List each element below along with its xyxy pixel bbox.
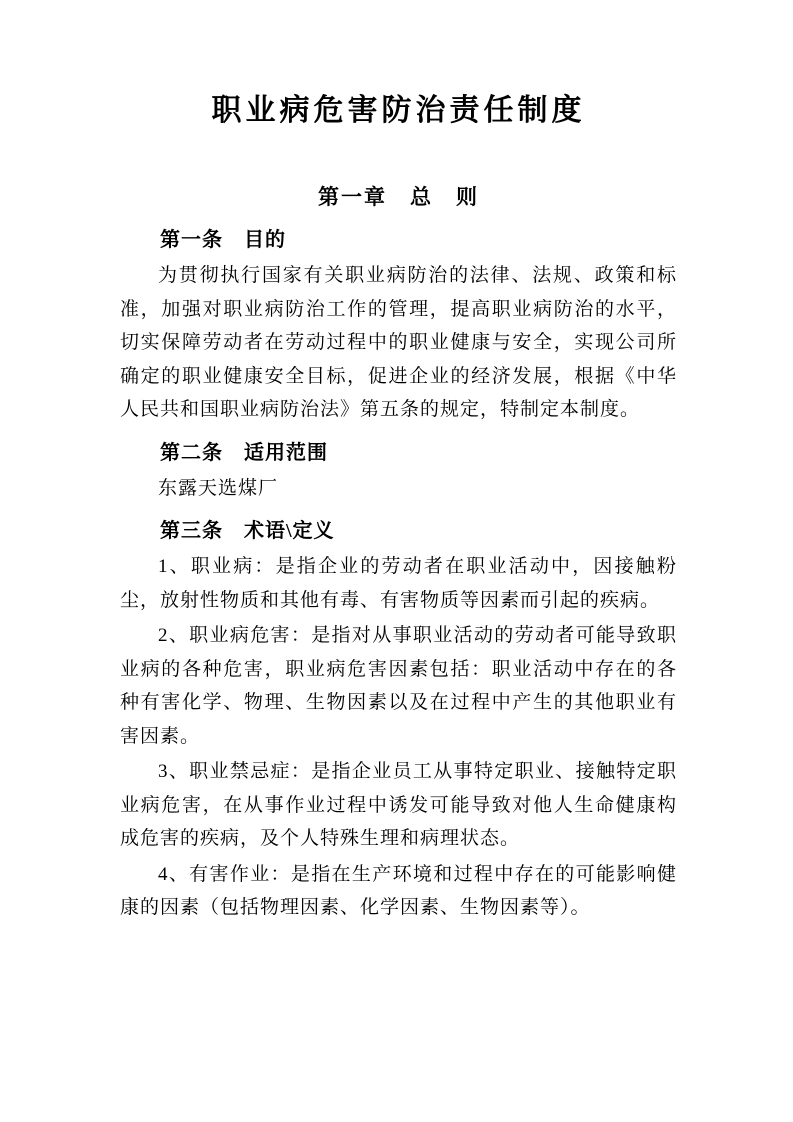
article-2-paragraph: 东露天选煤厂 bbox=[158, 477, 279, 499]
term-item-2: 2、职业病危害：是指对从事职业活动的劳动者可能导致职业病的各种危害，职业病危害因素包括：职业活动中存在的各种有害化学、物理、生物因素以及在过程中产生的其他职业有害因素。 bbox=[120, 625, 677, 747]
article-1-paragraph: 为贯彻执行国家有关职业病防治的法律、法规、政策和标准，加强对职业病防治工作的管理，提高职业病防治的水平，切实保障劳动者在劳动过程中的职业健康与安全，实现公司所确定的职业健康安全目标，促进企业的经济发展，根据《中华人民共和国职业病防治法》第五条的规定，特制定本制度。 bbox=[120, 265, 677, 420]
article-3-heading: 第三条 术语\定义 bbox=[160, 520, 335, 542]
article-2-heading: 第二条 适用范围 bbox=[160, 441, 328, 464]
article-1-heading: 第一条 目的 bbox=[160, 229, 286, 251]
document-title: 职业病危害防治责任制度 bbox=[211, 94, 586, 127]
term-item-1: 1、职业病：是指企业的劳动者在职业活动中，因接触粉尘，放射性物质和其他有毒、有害物质等因素而引起的疾病。 bbox=[120, 556, 677, 611]
term-item-4: 4、有害作业：是指在生产环境和过程中存在的可能影响健康的因素（包括物理因素、化学因素、生物因素等）。 bbox=[120, 863, 677, 918]
chapter-1-heading: 第一章 总 则 bbox=[318, 185, 479, 209]
term-item-3: 3、职业禁忌症：是指企业员工从事特定职业、接触特定职业病危害，在从事作业过程中诱发可能导致对他人生命健康构成危害的疾病，及个人特殊生理和病理状态。 bbox=[120, 761, 677, 849]
